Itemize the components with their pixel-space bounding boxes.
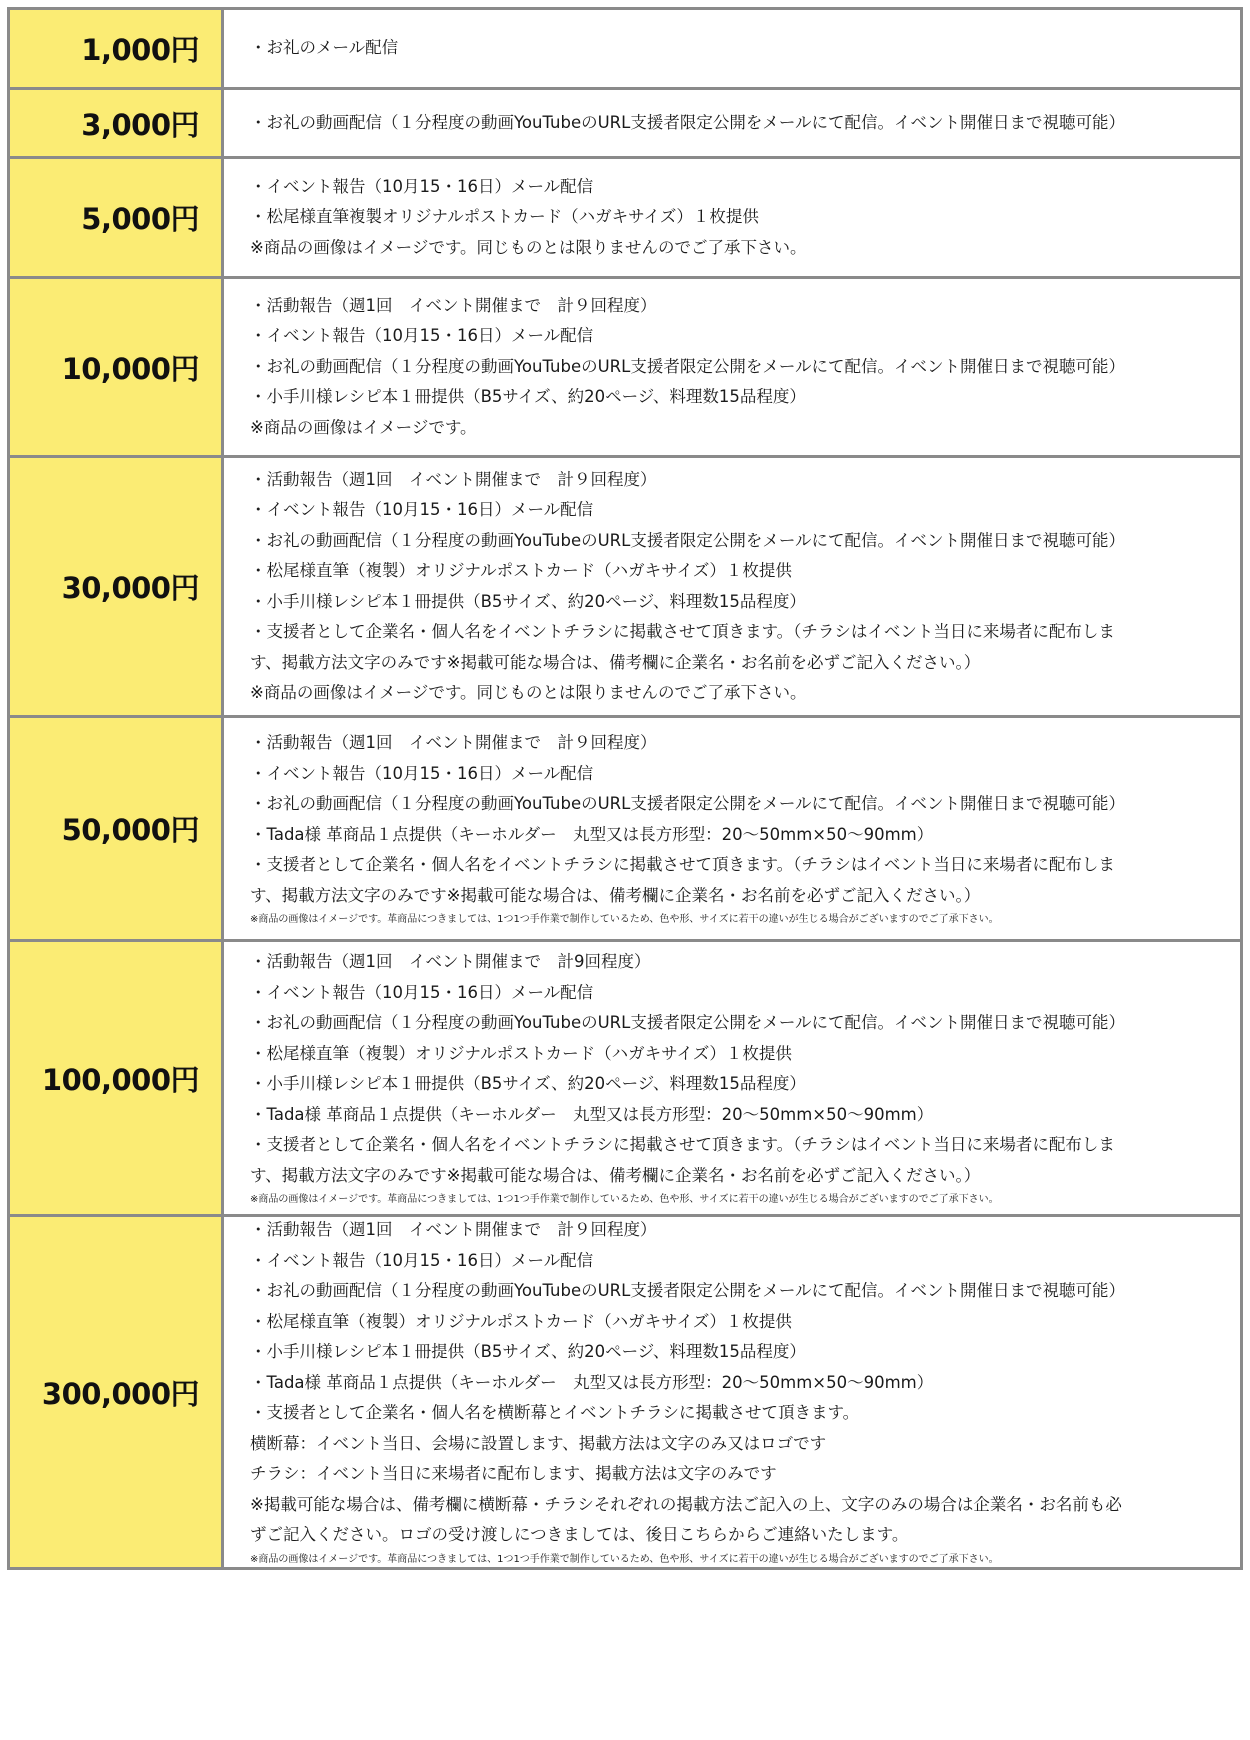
tier-disclaimer-note: ※商品の画像はイメージです。革商品につきましては、1つ1つ手作業で制作しているため、色や形、サイズに若干の違いが生じる場合がございますのでご了承下さい。 (250, 1194, 999, 1205)
reward-tier-row (10, 715, 1240, 939)
benefit-line: ・Tada様 革商品１点提供（キーホルダー 丸型又は長方形型：20〜50mm×50〜90mm） (250, 1372, 934, 1392)
benefit-line: ・活動報告（週1回 イベント開催まで 計９回程度） (250, 469, 657, 489)
benefit-line: ※掲載可能な場合は、備考欄に横断幕・チラシそれぞれの掲載方法ご記入の上、文字のみの場合は企業名・お名前も必 (250, 1494, 1122, 1514)
benefit-line: ・お礼の動画配信（１分程度の動画YouTubeのURL支援者限定公開をメールにて配信。イベント開催日まで視聴可能） (250, 356, 1125, 376)
benefit-line: ・松尾様直筆（複製）オリジナルポストカード（ハガキサイズ）１枚提供 (250, 561, 792, 580)
tier-benefits (224, 159, 1240, 276)
reward-tier-row (10, 276, 1240, 455)
benefit-line: ・イベント報告（10月15・16日）メール配信 (250, 500, 594, 519)
tier-benefits (224, 1217, 1240, 1567)
benefit-line: ずご記入ください。ロゴの受け渡しにつきましては、後日こちらからご連絡いたします。 (250, 1525, 909, 1545)
tier-price: 300,000円 (10, 1217, 224, 1567)
benefit-line: ・活動報告（週1回 イベント開催まで 計９回程度） (250, 1220, 657, 1240)
benefit-line: ※商品の画像はイメージです。同じものとは限りませんのでご了承下さい。 (250, 237, 807, 257)
reward-tier-row (10, 939, 1240, 1214)
benefit-line: ・お礼の動画配信（１分程度の動画YouTubeのURL支援者限定公開をメールにて配信。イベント開催日まで視聴可能） (250, 530, 1125, 550)
benefit-line: ・Tada様 革商品１点提供（キーホルダー 丸型又は長方形型：20〜50mm×50〜90mm） (250, 1104, 934, 1124)
benefit-line: ・松尾様直筆（複製）オリジナルポストカード（ハガキサイズ）１枚提供 (250, 1311, 792, 1331)
benefit-line: チラシ：イベント当日に来場者に配布します、掲載方法は文字のみです (250, 1464, 777, 1484)
reward-tier-table (7, 7, 1243, 1570)
benefit-line: ※商品の画像はイメージです。 (250, 417, 477, 437)
benefit-line: ・お礼の動画配信（１分程度の動画YouTubeのURL支援者限定公開をメールにて配信。イベント開催日まで視聴可能） (250, 1013, 1125, 1032)
benefit-line: ・小手川様レシピ本１冊提供（B5サイズ、約20ページ、料理数15品程度） (250, 1342, 806, 1362)
tier-price: 10,000円 (10, 279, 224, 455)
reward-tier-row (10, 10, 1240, 87)
tier-benefits (224, 718, 1240, 939)
tier-price: 5,000円 (10, 159, 224, 276)
tier-disclaimer-note: ※商品の画像はイメージです。革商品につきましては、1つ1つ手作業で制作しているため、色や形、サイズに若干の違いが生じる場合がございますのでご了承下さい。 (250, 1553, 999, 1565)
tier-price: 50,000円 (10, 718, 224, 939)
tier-benefits (224, 458, 1240, 715)
reward-tier-row (10, 455, 1240, 715)
benefit-line: ・支援者として企業名・個人名を横断幕とイベントチラシに掲載させて頂きます。 (250, 1403, 860, 1423)
benefit-line: ・イベント報告（10月15・16日）メール配信 (250, 982, 594, 1002)
tier-benefits (224, 279, 1240, 455)
benefit-line: す、掲載方法文字のみです※掲載可能な場合は、備考欄に企業名・お名前を必ずご記入ください。） (250, 1165, 981, 1185)
tier-price: 1,000円 (10, 10, 224, 87)
benefit-line: ・小手川様レシピ本１冊提供（B5サイズ、約20ページ、料理数15品程度） (250, 1074, 806, 1093)
benefit-line: ・イベント報告（10月15・16日）メール配信 (250, 326, 594, 346)
benefit-line: ・活動報告（週1回 イベント開催まで 計９回程度） (250, 295, 657, 315)
benefit-line: ・支援者として企業名・個人名をイベントチラシに掲載させて頂きます。（チラシはイベント当日に来場者に配布しま (250, 855, 1115, 874)
benefit-line: ・イベント報告（10月15・16日）メール配信 (250, 176, 594, 196)
tier-disclaimer-note: ※商品の画像はイメージです。革商品につきましては、1つ1つ手作業で制作しているため、色や形、サイズに若干の違いが生じる場合がございますのでご了承下さい。 (250, 914, 999, 925)
benefit-line: ・活動報告（週1回 イベント開催まで 計９回程度） (250, 733, 657, 752)
tier-price: 30,000円 (10, 458, 224, 715)
benefit-line: ・活動報告（週1回 イベント開催まで 計9回程度） (250, 952, 651, 971)
benefit-line: ・Tada様 革商品１点提供（キーホルダー 丸型又は長方形型：20〜50mm×50〜90mm） (250, 824, 934, 844)
benefit-line: ・松尾様直筆（複製）オリジナルポストカード（ハガキサイズ）１枚提供 (250, 1043, 792, 1063)
tier-price: 100,000円 (10, 942, 224, 1214)
reward-tier-row (10, 87, 1240, 156)
reward-tier-row (10, 156, 1240, 276)
benefit-line: ・お礼のメール配信 (250, 38, 399, 58)
benefit-line: す、掲載方法文字のみです※掲載可能な場合は、備考欄に企業名・お名前を必ずご記入ください。） (250, 885, 981, 905)
benefit-line: ・支援者として企業名・個人名をイベントチラシに掲載させて頂きます。（チラシはイベント当日に来場者に配布しま (250, 1135, 1115, 1154)
benefit-line: 横断幕：イベント当日、会場に設置します、掲載方法は文字のみ又はロゴです (250, 1433, 827, 1453)
benefit-line: ・イベント報告（10月15・16日）メール配信 (250, 1250, 594, 1270)
benefit-line: ・お礼の動画配信（１分程度の動画YouTubeのURL支援者限定公開をメールにて配信。イベント開催日まで視聴可能） (250, 1281, 1125, 1301)
reward-tier-row (10, 1214, 1240, 1567)
benefit-line: ・お礼の動画配信（１分程度の動画YouTubeのURL支援者限定公開をメールにて配信。イベント開催日まで視聴可能） (250, 794, 1125, 813)
tier-price: 3,000円 (10, 90, 224, 156)
benefit-line: ※商品の画像はイメージです。同じものとは限りませんのでご了承下さい。 (250, 683, 807, 702)
benefit-line: ・イベント報告（10月15・16日）メール配信 (250, 763, 594, 783)
benefit-line: す、掲載方法文字のみです※掲載可能な場合は、備考欄に企業名・お名前を必ずご記入ください。） (250, 652, 981, 672)
benefit-line: ・小手川様レシピ本１冊提供（B5サイズ、約20ページ、料理数15品程度） (250, 387, 806, 407)
benefit-line: ・小手川様レシピ本１冊提供（B5サイズ、約20ページ、料理数15品程度） (250, 591, 806, 611)
benefit-line: ・松尾様直筆複製オリジナルポストカード（ハガキサイズ）１枚提供 (250, 207, 759, 227)
benefit-line: ・お礼の動画配信（１分程度の動画YouTubeのURL支援者限定公開をメールにて配信。イベント開催日まで視聴可能） (250, 112, 1125, 132)
benefit-line: ・支援者として企業名・個人名をイベントチラシに掲載させて頂きます。（チラシはイベント当日に来場者に配布しま (250, 622, 1115, 641)
tier-benefits (224, 10, 1240, 87)
tier-benefits (224, 90, 1240, 156)
tier-benefits (224, 942, 1240, 1214)
